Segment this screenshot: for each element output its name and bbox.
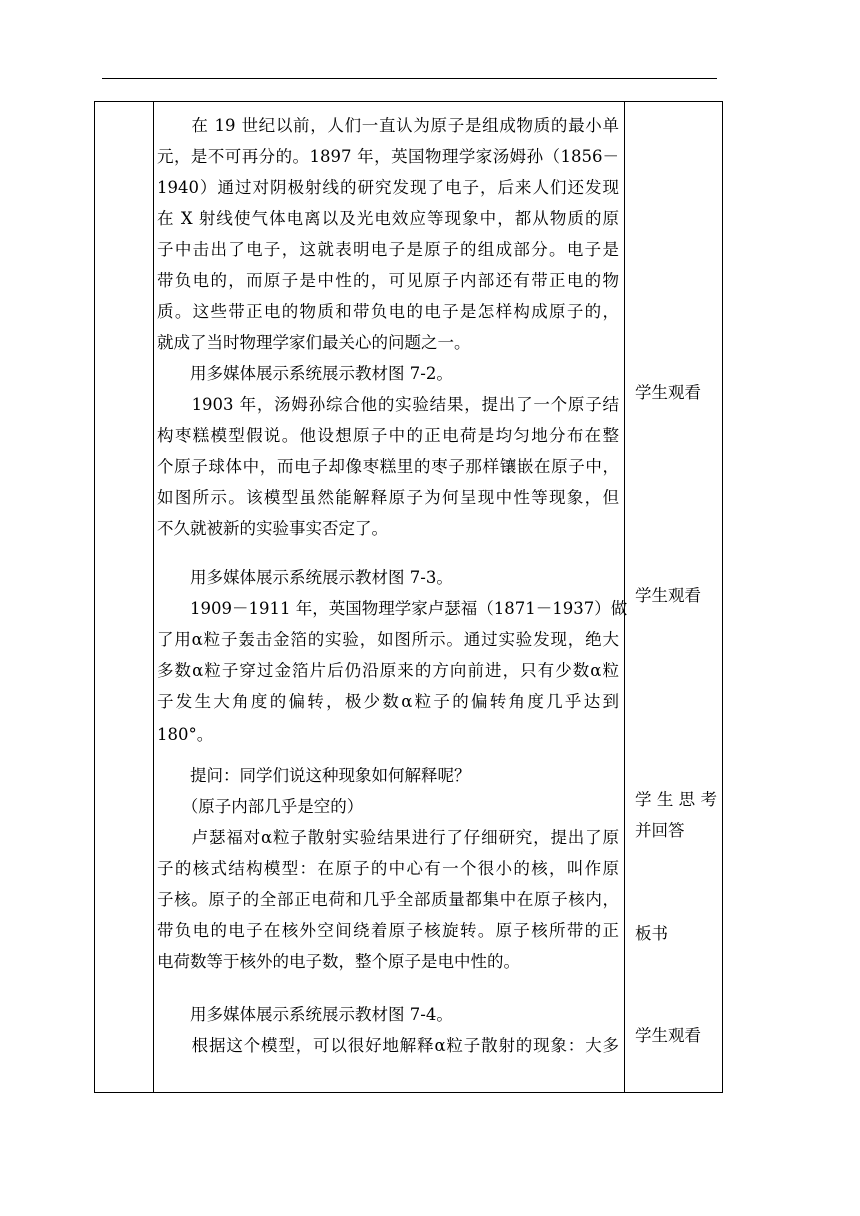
text-line: 构枣糕模型假说。他设想原子中的正电荷是均匀地分布在整 <box>157 426 619 445</box>
column-divider <box>624 102 625 1092</box>
text-line: 1903 年，汤姆孙综合他的实验结果，提出了一个原子结 <box>157 395 619 414</box>
text-line: 带负电的，而原子是中性的，可见原子内部还有带正电的物 <box>157 271 619 290</box>
text-line: 根据这个模型，可以很好地解释α粒子散射的现象：大多 <box>157 1036 619 1055</box>
lesson-table <box>94 101 723 1093</box>
text-line: 不久就被新的实验事实否定了。 <box>157 519 388 538</box>
text-line: 子核。原子的全部正电荷和几乎全部质量都集中在原子核内， <box>157 890 619 909</box>
student-activity: 板书 <box>635 924 668 943</box>
header-rule <box>102 78 717 79</box>
text-line: 如图所示。该模型虽然能解释原子为何呈现中性等现象，但 <box>157 488 619 507</box>
text-line: 用多媒体展示系统展示教材图 7-3。 <box>157 568 453 587</box>
text-line: 卢瑟福对α粒子散射实验结果进行了仔细研究，提出了原 <box>157 828 619 847</box>
text-line: 元，是不可再分的。1897 年，英国物理学家汤姆孙（1856－ <box>157 147 619 166</box>
text-line: （原子内部几乎是空的） <box>157 797 364 816</box>
text-line: 用多媒体展示系统展示教材图 7-2。 <box>157 364 453 383</box>
text-line: 用多媒体展示系统展示教材图 7-4。 <box>157 1005 453 1024</box>
student-activity: 学生观看 <box>635 586 701 605</box>
text-line: 多数α粒子穿过金箔片后仍沿原来的方向前进，只有少数α粒 <box>157 661 619 680</box>
student-activity: 并回答 <box>635 821 685 840</box>
text-line: 子发生大角度的偏转，极少数α粒子的偏转角度几乎达到 <box>157 692 619 711</box>
text-line: 在 19 世纪以前，人们一直认为原子是组成物质的最小单 <box>157 116 619 135</box>
column-divider <box>153 102 154 1092</box>
text-line: 子中击出了电子，这就表明电子是原子的组成部分。电子是 <box>157 240 619 259</box>
text-line: 提问：同学们说这种现象如何解释呢？ <box>157 766 471 785</box>
text-line: 个原子球体中，而电子却像枣糕里的枣子那样镶嵌在原子中， <box>157 457 619 476</box>
student-activity: 学生观看 <box>635 1026 701 1045</box>
text-line: 在 X 射线使气体电离以及光电效应等现象中，都从物质的原 <box>157 209 619 228</box>
text-line: 了用α粒子轰击金箔的实验，如图所示。通过实验发现，绝大 <box>157 630 619 649</box>
text-line: 就成了当时物理学家们最关心的问题之一。 <box>157 333 471 352</box>
text-line: 电荷数等于核外的电子数，整个原子是电中性的。 <box>157 952 520 971</box>
text-line: 带负电的电子在核外空间绕着原子核旋转。原子核所带的正 <box>157 921 619 940</box>
text-line: 子的核式结构模型：在原子的中心有一个很小的核，叫作原 <box>157 859 619 878</box>
text-line: 1909－1911 年，英国物理学家卢瑟福（1871－1937）做 <box>157 599 628 618</box>
student-activity: 学 生 思 考 <box>635 790 717 809</box>
text-line: 180°。 <box>157 725 214 744</box>
text-line: 质。这些带正电的物质和带负电的电子是怎样构成原子的， <box>157 302 619 321</box>
student-activity: 学生观看 <box>635 383 701 402</box>
text-line: 1940）通过对阴极射线的研究发现了电子，后来人们还发现 <box>157 178 619 197</box>
